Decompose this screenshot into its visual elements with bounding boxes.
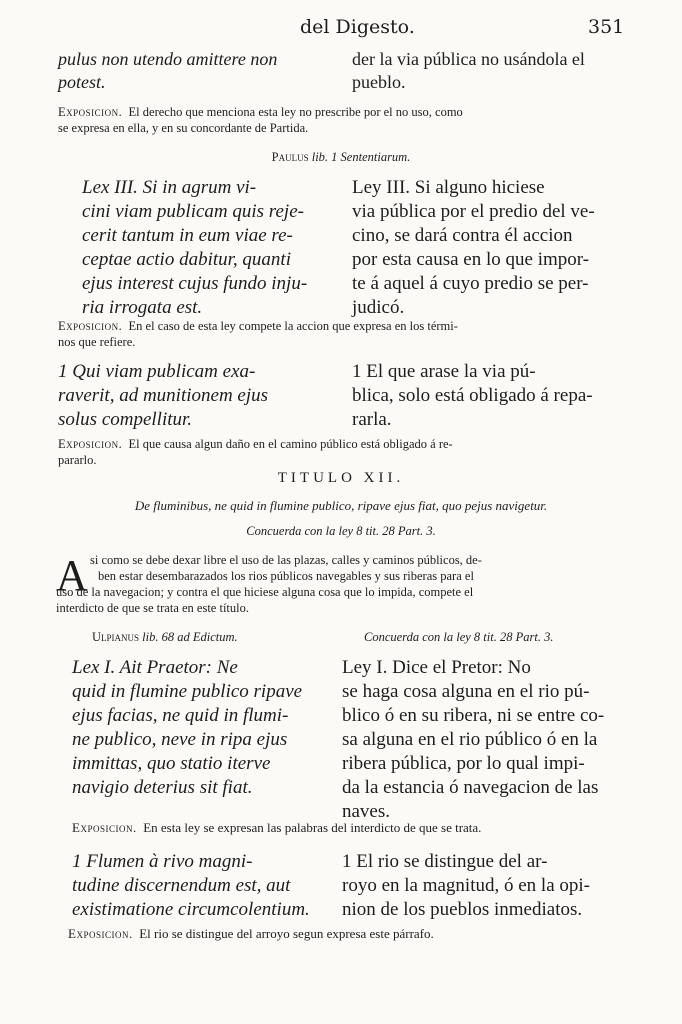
spanish-continuation: der la via pública no usándola el pueblo. [352,49,585,92]
source-paulus: Paulus lib. 1 Sententiarum. [271,150,411,164]
titulo-concord: Concuerda con la ley 8 tit. 28 Part. 3. [246,524,436,538]
ley-iii-spanish: Ley III. Si alguno hiciese via pública por el predio del ve- cino, se dará contra él accion por esta causa en lo que impor- te á aquel á cuyo predio se per- judicó. [352,177,595,318]
lex-i-latin: Lex I. Ait Praetor: Ne quid in flumine publico ripave ejus facias, ne quid in flumi- ne publico, neve in ripa ejus immittas, quo statio iterve navigio deterius sit fiat. [72,657,303,798]
lex-iii-latin: Lex III. Si in agrum vi- cini viam publicam quis reje- cerit tantum in eum viae re- ceptae actio dabitur, quanti ejus interest cujus fundo inju- ria irrogata est. [82,177,308,318]
titulo-heading: TITULO XII. [277,470,405,486]
running-header: del Digesto. [300,16,415,38]
titulo-intro: si como se debe dexar libre el uso de las plazas, calles y caminos públicos, de- ben estar desembarazados los rios públicos navegables y sus riberas para el uso de la navegacion; y contra el que hiciese alguna cosa que lo impida, compete el interdicto de que se trata en este título. [56,553,482,615]
exposicion-lex1: Exposicion. En esta ley se expresan las palabras del interdicto de que se trata. [72,820,482,835]
drop-cap: A [56,551,88,600]
exposicion-par1b: Exposicion. El rio se distingue del arroyo segun expresa este párrafo. [68,926,434,941]
exposicion-lex3: Exposicion. En el caso de esta ley compete la accion que expresa en los térmi- nos que refiere. [58,319,458,349]
source-ulpianus: Ulpianus lib. 68 ad Edictum. [92,630,238,644]
ley-i-spanish: Ley I. Dice el Pretor: No se haga cosa alguna en el rio pú- blico ó en su ribera, ni se entre co- sa alguna en el rio público ó en la ribera pública, por lo qual impi- da la estancia ó navegacion de las naves. [342,657,605,822]
page-number: 351 [588,16,625,38]
source-ulpianus-concord: Concuerda con la ley 8 tit. 28 Part. 3. [364,630,554,644]
par1-latin: 1 Qui viam publicam exa- raverit, ad munitionem ejus solus compellitur. [58,361,269,430]
par1-spanish: 1 El que arase la via pú- blica, solo está obligado á repa- rarla. [352,361,593,430]
titulo-subtitle: De fluminibus, ne quid in flumine publico, ripave ejus fiat, quo pejus navigetur. [134,498,548,513]
exposicion-par1: Exposicion. El que causa algun daño en el camino público está obligado á re- pararlo. [58,437,453,467]
par1b-latin: 1 Flumen à rivo magni- tudine discernendum est, aut existimatione circumcolentium. [72,851,310,920]
latin-continuation: pulus non utendo amittere non potest. [58,49,278,92]
par1b-spanish: 1 El rio se distingue del ar- royo en la magnitud, ó en la opi- nion de los pueblos inmediatos. [342,851,590,920]
exposicion-block1: Exposicion. El derecho que menciona esta ley no prescribe por el no uso, como se expresa en ella, y en su concordante de Partida. [58,105,463,135]
